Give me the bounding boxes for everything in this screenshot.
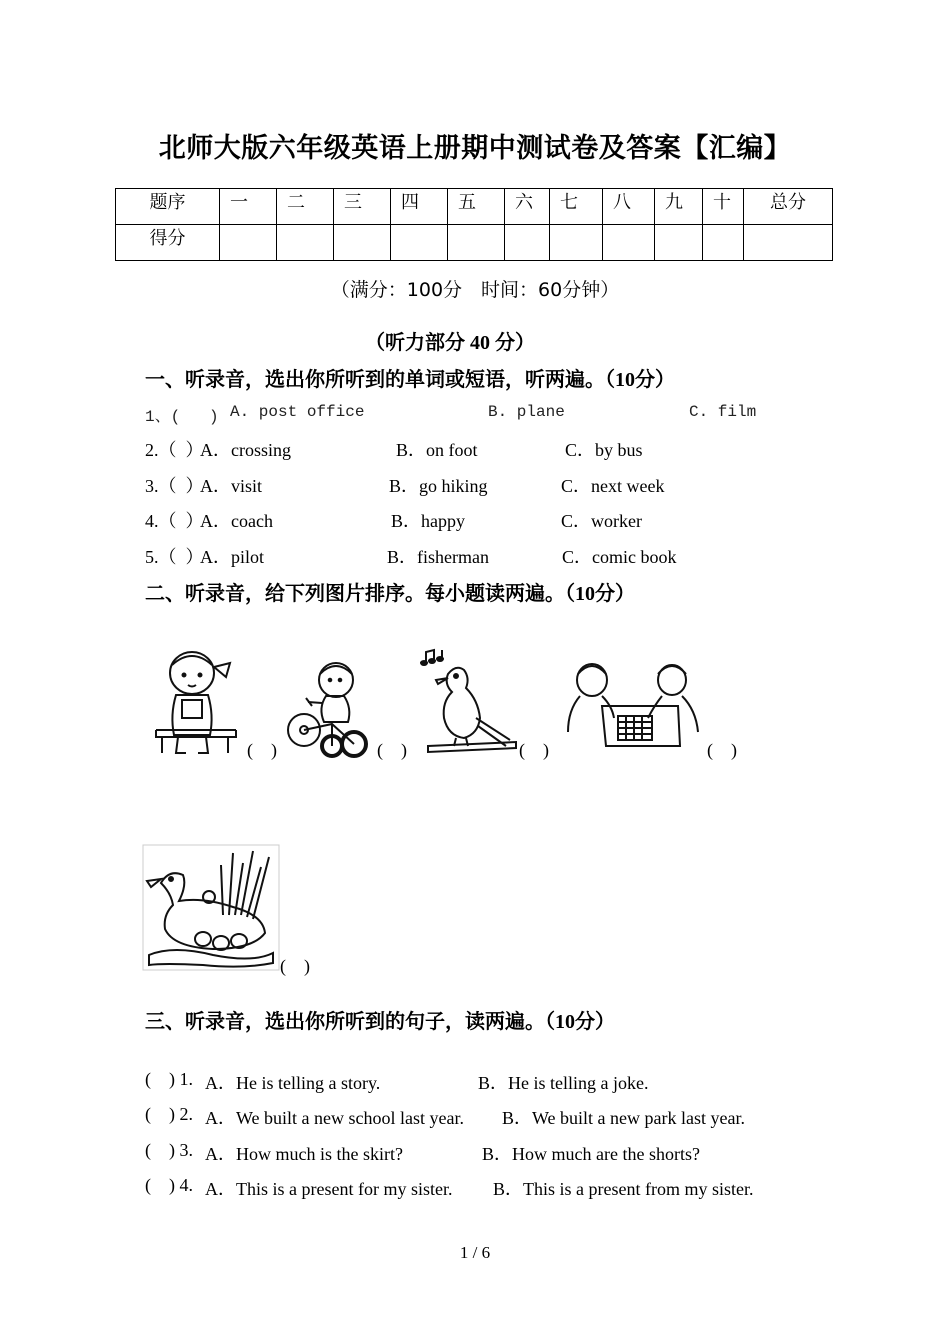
s3-option-a: A．We built a new school last year. bbox=[205, 1108, 464, 1128]
score-header-cell: 题序 bbox=[116, 189, 220, 225]
s3-item-number: ( ) 1. bbox=[145, 1069, 193, 1089]
s1-item-number: 4.（ ） bbox=[145, 511, 204, 531]
score-cell[interactable] bbox=[550, 225, 603, 261]
s1-option-c: C．next week bbox=[561, 476, 665, 496]
s1-option-b: B．fisherman bbox=[387, 547, 489, 567]
boy-tricycle-picture bbox=[282, 658, 374, 758]
s3-option-a: A．This is a present for my sister. bbox=[205, 1179, 453, 1199]
score-cell[interactable] bbox=[448, 225, 505, 261]
section2-heading: 二、听录音，给下列图片排序。每小题读两遍。（10分） bbox=[145, 583, 635, 605]
playing-chess-picture bbox=[562, 660, 704, 752]
s1-option-c: C．by bus bbox=[565, 440, 643, 460]
section3-heading: 三、听录音，选出你所听到的句子，读两遍。（10分） bbox=[145, 1011, 615, 1033]
duck-family-picture bbox=[143, 845, 279, 970]
score-cell[interactable] bbox=[391, 225, 448, 261]
s1-item-number: 3.（ ） bbox=[145, 476, 204, 496]
score-table bbox=[115, 188, 833, 261]
score-header-cell: 八 bbox=[603, 189, 655, 225]
s1-option-a: A．coach bbox=[200, 511, 273, 531]
bird-singing-picture bbox=[420, 648, 518, 758]
s1-option-a: A. post office bbox=[230, 403, 365, 421]
listening-part-title: （听力部分 40 分） bbox=[365, 332, 535, 354]
score-header-cell: 一 bbox=[220, 189, 277, 225]
page-number: 1 / 6 bbox=[459, 1243, 491, 1262]
score-cell[interactable] bbox=[505, 225, 550, 261]
score-header-cell: 四 bbox=[391, 189, 448, 225]
score-header-cell: 九 bbox=[655, 189, 703, 225]
s2-answer-blank[interactable]: ( ) bbox=[377, 740, 407, 760]
s3-option-b: B．We built a new park last year. bbox=[502, 1108, 745, 1128]
score-header-cell: 五 bbox=[448, 189, 505, 225]
s2-answer-blank[interactable]: ( ) bbox=[280, 956, 310, 976]
score-cell[interactable] bbox=[334, 225, 391, 261]
s3-option-b: B．This is a present from my sister. bbox=[493, 1179, 754, 1199]
s1-item-number: 2.（ ） bbox=[145, 440, 204, 460]
s2-answer-blank[interactable]: ( ) bbox=[247, 740, 277, 760]
s3-item-number: ( ) 3. bbox=[145, 1140, 193, 1160]
s1-option-b: B. plane bbox=[488, 403, 565, 421]
s1-option-c: C．comic book bbox=[562, 547, 677, 567]
score-row-label: 得分 bbox=[116, 225, 220, 261]
score-header-cell: 总分 bbox=[744, 189, 833, 225]
girl-reading-picture bbox=[152, 645, 242, 757]
score-header-cell: 二 bbox=[277, 189, 334, 225]
s1-option-c: C. film bbox=[689, 403, 757, 421]
s2-answer-blank[interactable]: ( ) bbox=[519, 740, 549, 760]
s3-option-a: A．How much is the skirt? bbox=[205, 1144, 403, 1164]
s1-option-a: A．pilot bbox=[200, 547, 265, 567]
s1-option-c: C．worker bbox=[561, 511, 642, 531]
score-table-score-row bbox=[116, 225, 833, 261]
s2-answer-blank[interactable]: ( ) bbox=[707, 740, 737, 760]
score-cell[interactable] bbox=[703, 225, 744, 261]
s1-option-b: B．on foot bbox=[396, 440, 478, 460]
s1-option-b: B．happy bbox=[391, 511, 465, 531]
score-cell[interactable] bbox=[655, 225, 703, 261]
exam-meta: （满分：100分 时间：60分钟） bbox=[330, 279, 620, 301]
score-cell[interactable] bbox=[220, 225, 277, 261]
score-cell[interactable] bbox=[277, 225, 334, 261]
section1-heading: 一、听录音，选出你所听到的单词或短语，听两遍。（10分） bbox=[145, 369, 675, 391]
s3-item-number: ( ) 4. bbox=[145, 1175, 193, 1195]
s1-item-number: 1、( ) bbox=[145, 408, 219, 426]
score-header-cell: 十 bbox=[703, 189, 744, 225]
score-cell[interactable] bbox=[744, 225, 833, 261]
s1-option-b: B．go hiking bbox=[389, 476, 488, 496]
s1-item-number: 5.（ ） bbox=[145, 547, 204, 567]
s3-option-a: A．He is telling a story. bbox=[205, 1073, 381, 1093]
s1-option-a: A．visit bbox=[200, 476, 263, 496]
page-title: 北师大版六年级英语上册期中测试卷及答案【汇编】 bbox=[158, 133, 792, 164]
score-table-header-row bbox=[116, 189, 833, 225]
score-header-cell: 三 bbox=[334, 189, 391, 225]
s3-option-b: B．How much are the shorts? bbox=[482, 1144, 700, 1164]
s3-item-number: ( ) 2. bbox=[145, 1104, 193, 1124]
score-header-cell: 七 bbox=[550, 189, 603, 225]
s3-option-b: B．He is telling a joke. bbox=[478, 1073, 649, 1093]
s1-option-a: A．crossing bbox=[200, 440, 291, 460]
score-cell[interactable] bbox=[603, 225, 655, 261]
score-header-cell: 六 bbox=[505, 189, 550, 225]
